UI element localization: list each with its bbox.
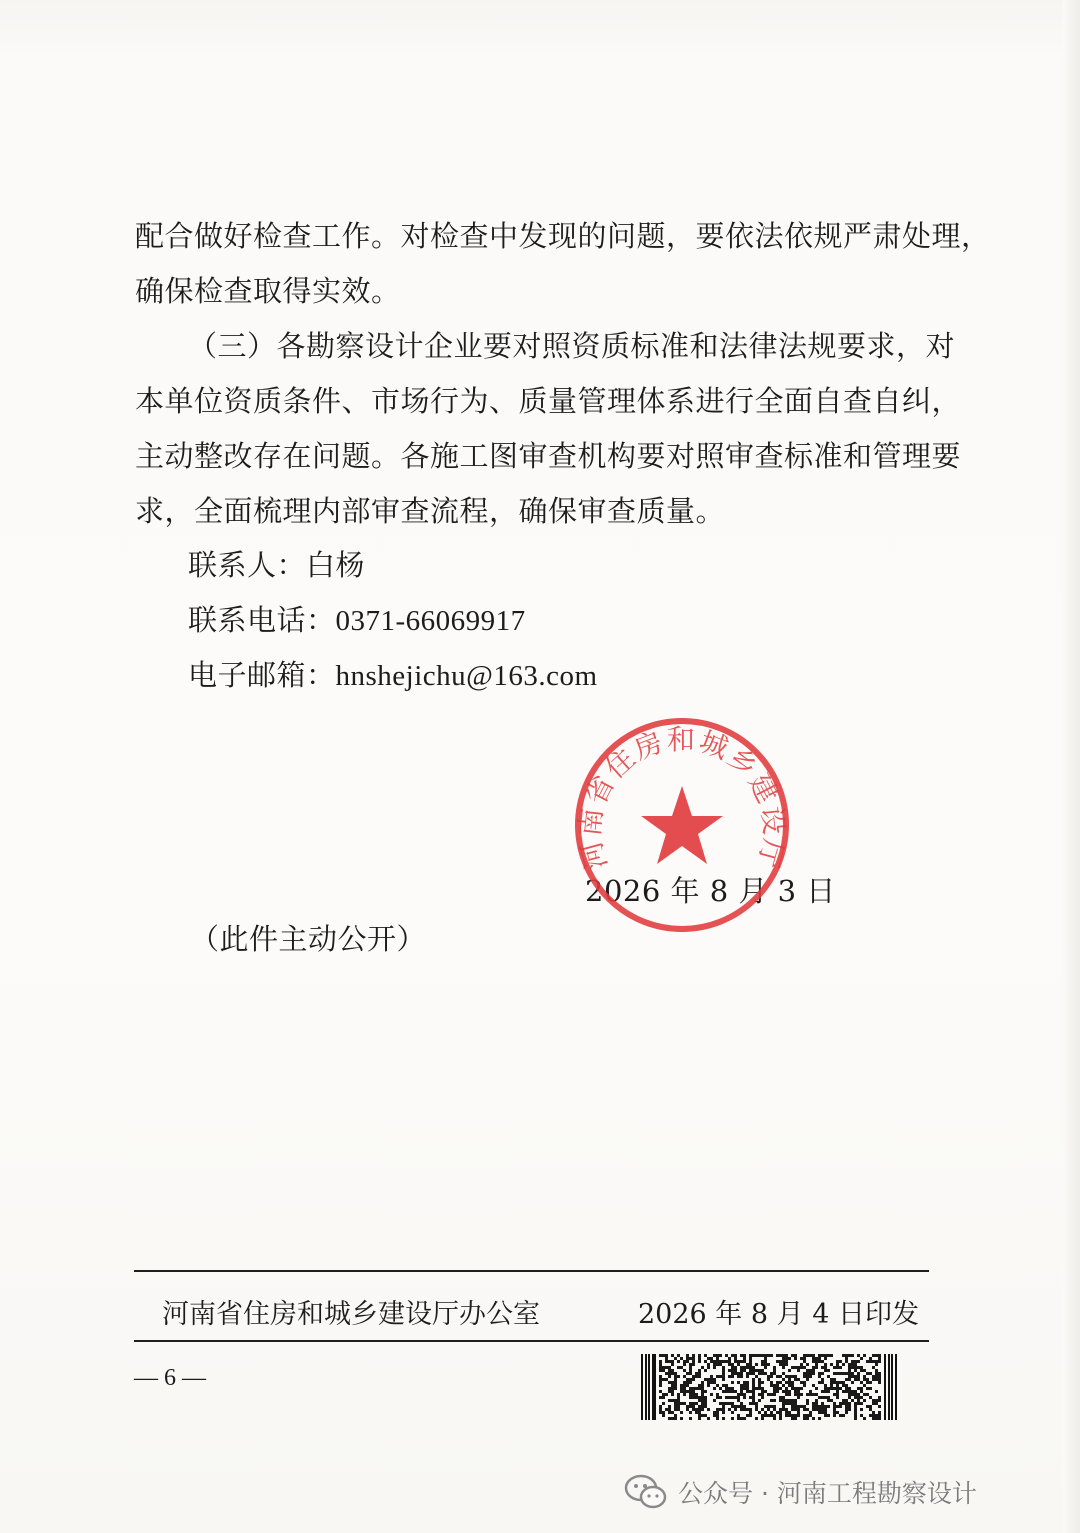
page-edge-shadow (1062, 0, 1080, 1533)
page-number: — 6 — (134, 1365, 206, 1391)
contact-email (188, 653, 598, 694)
body-line: 本单位资质条件、市场行为、质量管理体系进行全面自查自纠， (135, 384, 962, 418)
footer-rule-top (134, 1270, 929, 1272)
document-barcode (641, 1354, 899, 1420)
contact-email-value: hnshejichu@163.com (335, 660, 598, 692)
contact-person-value: 白杨 (306, 548, 366, 582)
footer-issuer: 河南省住房和城乡建设厅办公室 (162, 1299, 540, 1330)
watermark (622, 1468, 977, 1516)
contact-phone-label: 联系电话： (188, 603, 336, 637)
contact-person (188, 543, 365, 584)
official-seal (571, 714, 793, 936)
watermark-text: 公众号 · 河南工程勘察设计 (678, 1479, 977, 1508)
signature-date: 2026 年 8 月 3 日 (585, 874, 836, 908)
body-line: 求，全面梳理内部审查流程，确保审查质量。 (135, 494, 726, 528)
seal-lettering: 河南省住房和城乡建设厅 (573, 722, 791, 874)
footer-print-date: 2026 年 8 月 4 日印发 (638, 1299, 919, 1330)
footer-rule-bottom (134, 1340, 929, 1342)
contact-phone (188, 598, 526, 639)
contact-email-label: 电子邮箱： (188, 658, 336, 692)
wechat-icon (622, 1472, 670, 1512)
body-line: 主动整改存在问题。各施工图审查机构要对照审查标准和管理要 (135, 439, 962, 473)
contact-phone-value: 0371-66069917 (335, 605, 526, 637)
body-line: 配合做好检查工作。对检查中发现的问题，要依法依规严肃处理， (135, 219, 991, 253)
body-line: 确保检查取得实效。 (135, 274, 401, 308)
contact-person-label: 联系人： (188, 548, 307, 582)
disclosure-note: （此件主动公开） (190, 922, 427, 956)
seal-star-icon (641, 786, 723, 864)
body-line: （三）各勘察设计企业要对照资质标准和法律法规要求，对 (188, 329, 956, 363)
